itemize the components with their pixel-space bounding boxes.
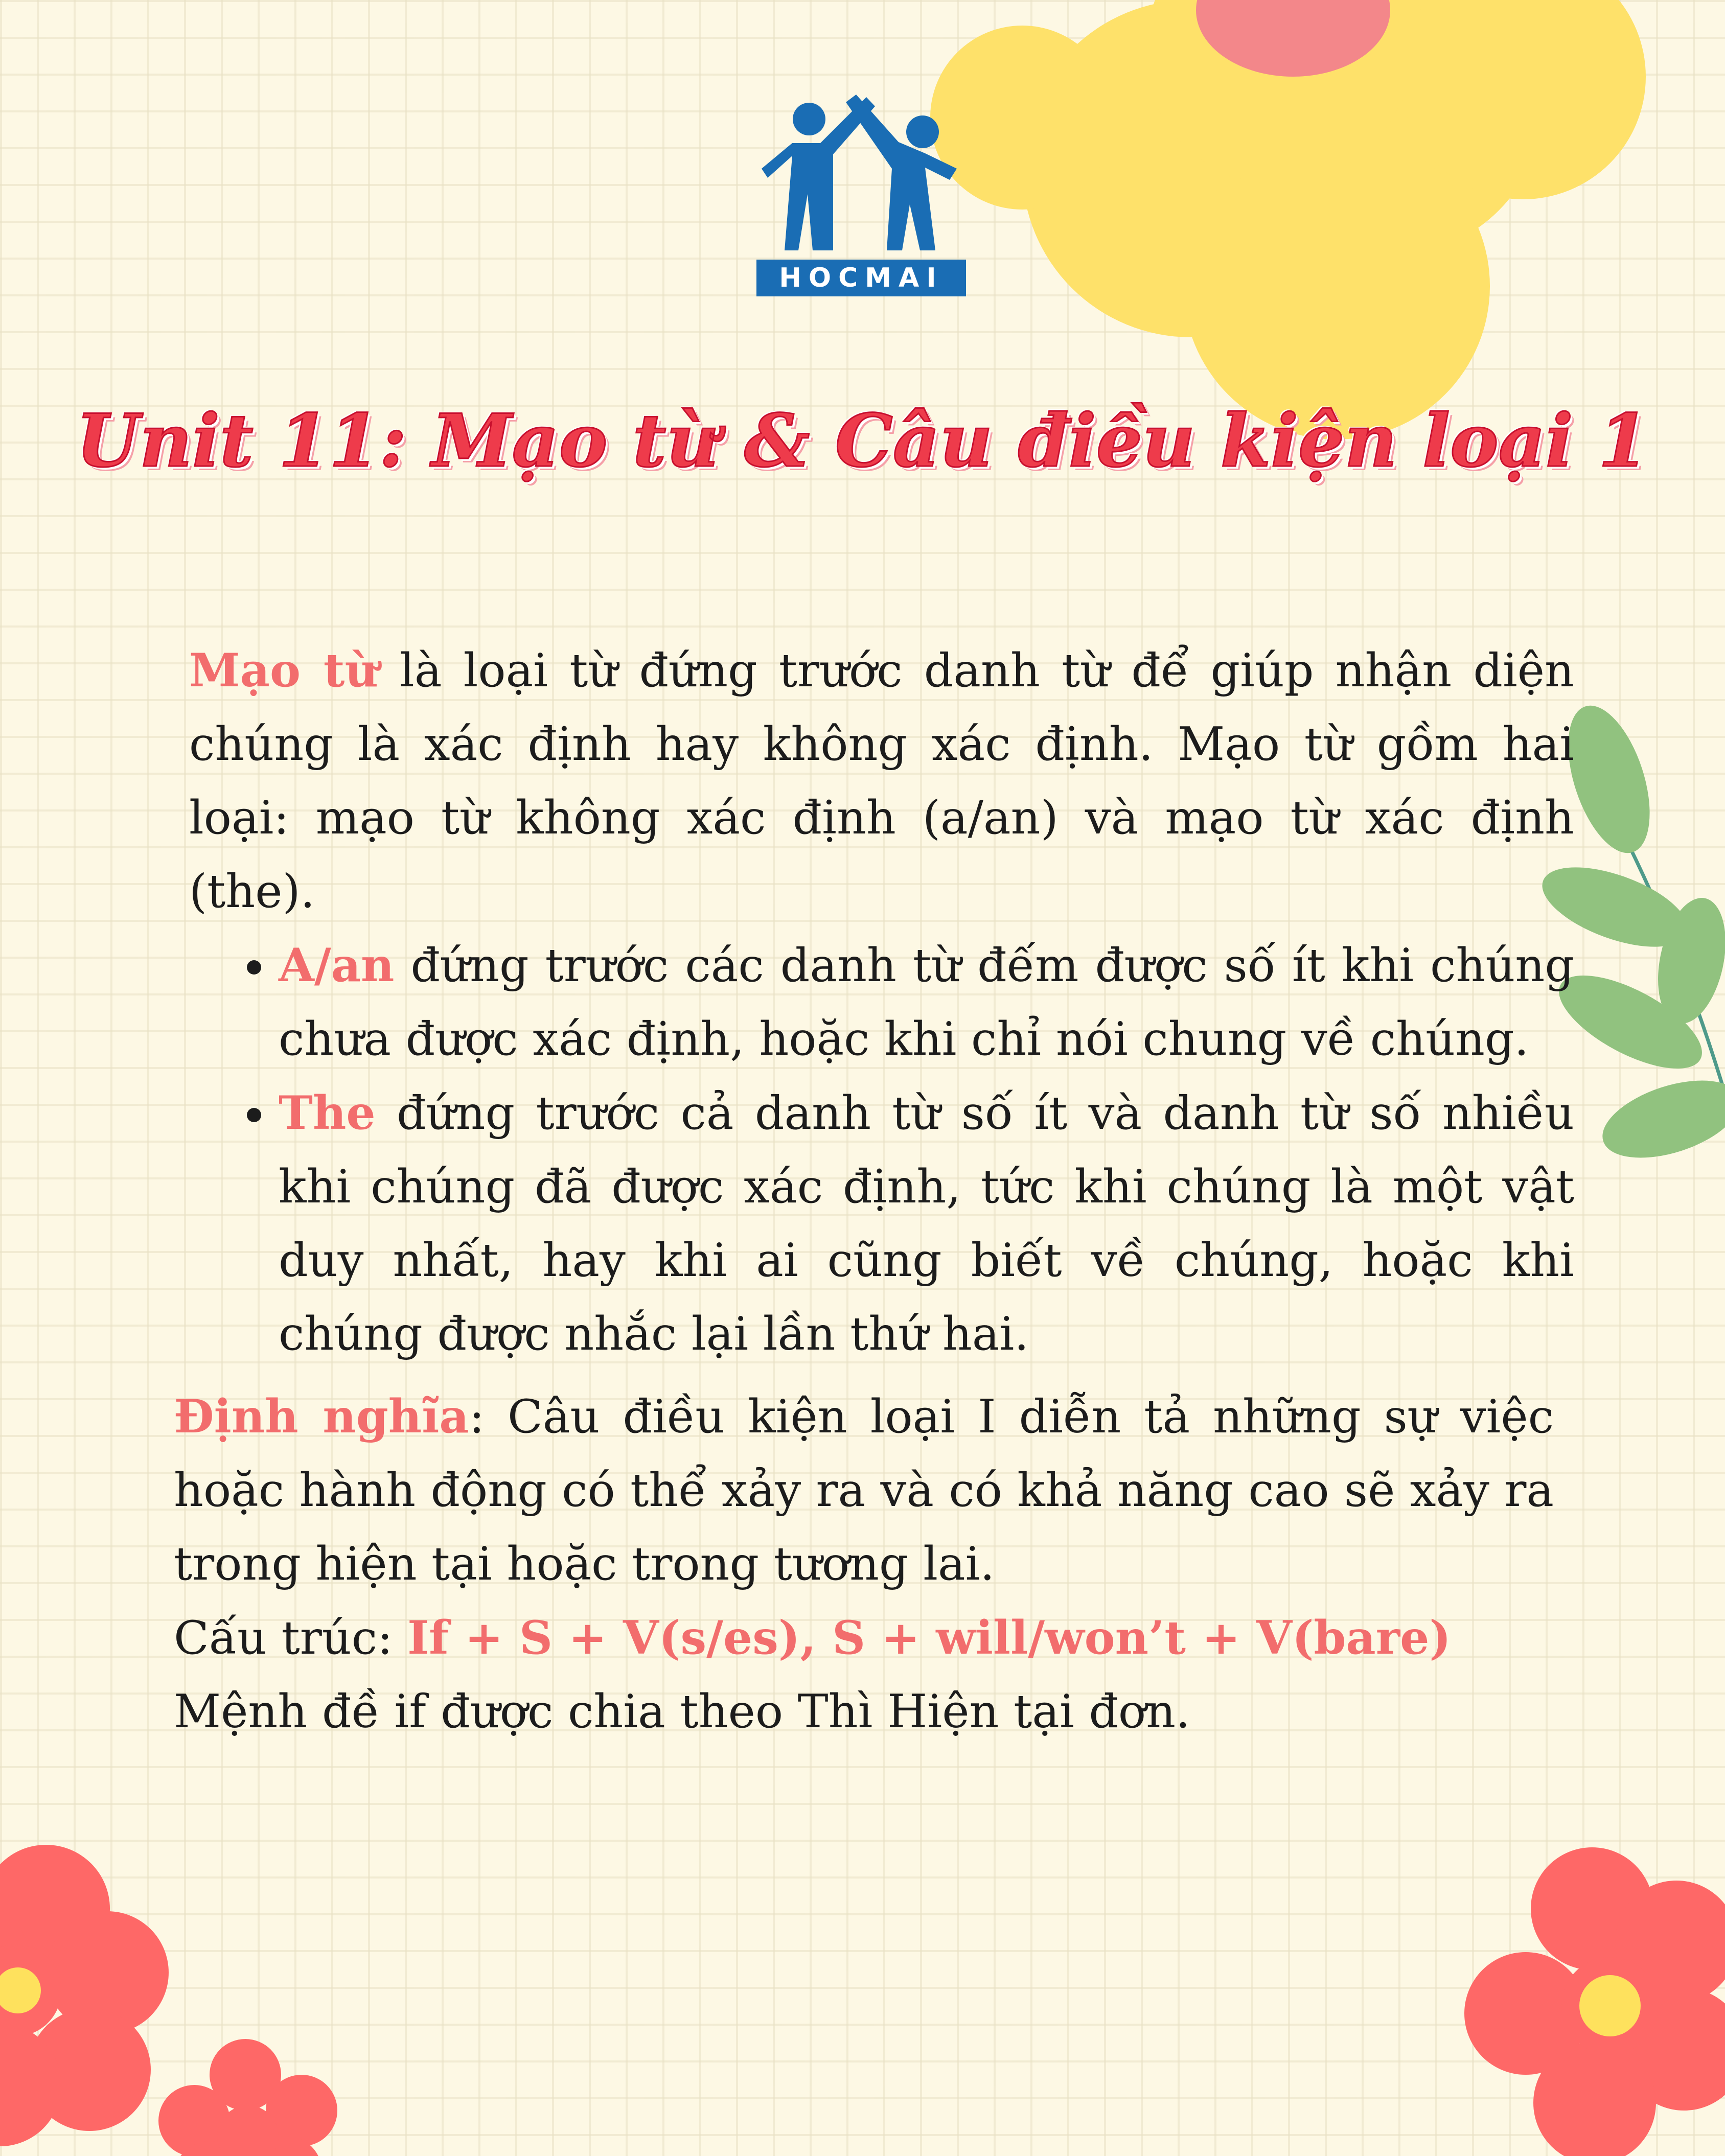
- note-line: Mệnh đề if được chia theo Thì Hiện tại đơn.: [174, 1685, 1190, 1738]
- conditional-section: [174, 1380, 1554, 1749]
- red-flower-icon: [1464, 1847, 1725, 2156]
- articles-intro-text: là loại từ đứng trước danh từ để giúp nhận diện chúng là xác định hay không xác định. Mạo từ gồm hai loại: mạo từ không xác định (a/an) và mạo từ xác định (the).: [189, 644, 1575, 918]
- structure-label: Cấu trúc:: [174, 1611, 408, 1665]
- articles-list: [189, 929, 1574, 1371]
- definition-paragraph: [174, 1380, 1554, 1601]
- articles-term: Mạo từ: [189, 643, 378, 698]
- red-flower-icon: [0, 1845, 169, 2146]
- bullet-text: đứng trước cả danh từ số ít và danh từ số nhiều khi chúng đã được xác định, tức khi chúng là một vật duy nhất, hay khi ai cũng biết về chúng, hoặc khi chúng được nhắc lại lần thứ hai.: [279, 1086, 1574, 1361]
- page-title: Unit 11: Mạo từ & Câu điều kiện loại 1: [76, 399, 1649, 483]
- structure-line: [174, 1601, 1554, 1675]
- structure-formula: If + S + V(s/es), S + will/won’t + V(bare): [407, 1611, 1451, 1665]
- definition-term: Định nghĩa: [174, 1389, 469, 1444]
- people-logo-icon: [756, 92, 966, 256]
- bullet-text: đứng trước các danh từ đếm được số ít khi chúng chưa được xác định, hoặc khi chỉ nói chung về chúng.: [279, 939, 1574, 1066]
- articles-intro: [189, 634, 1574, 929]
- logo-text: HOCMAI: [756, 260, 966, 296]
- list-item: [279, 1076, 1574, 1371]
- bullet-term: The: [279, 1086, 376, 1140]
- small-red-flower-icon: [158, 2039, 337, 2156]
- articles-section: [189, 634, 1574, 1371]
- definition-text: : Câu điều kiện loại I diễn tả những sự việc hoặc hành động có thể xảy ra và có khả năng cao sẽ xảy ra trong hiện tại hoặc trong tương lai.: [174, 1390, 1554, 1591]
- bullet-term: A/an: [279, 938, 395, 992]
- list-item: [279, 929, 1574, 1076]
- hocmai-logo: [756, 92, 966, 296]
